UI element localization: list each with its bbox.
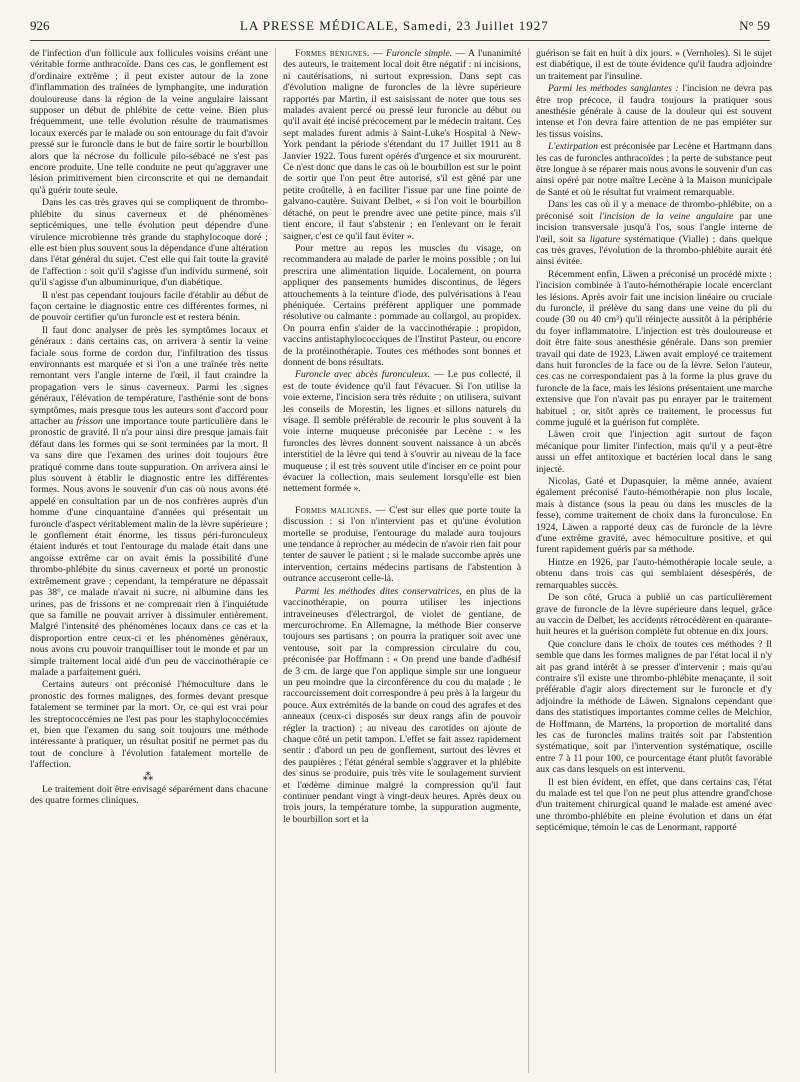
journal-title: LA PRESSE MÉDICALE, Samedi, 23 Juillet 1927 [239,18,549,33]
text-run: — A l'unanimité des auteurs, le traitement local doit être négatif : ni incisions, ni cautérisations, ni surtout expression. Dans sept cas d'évolution maligne de furoncles de la lèvre supérieure rapportés par Martin, il est saisissant de noter que tous ses malades avaient percé ou pressé leur furoncle au début ou qu'il avait été incisé précocement par le médecin traitant. Ces sept malades furent admis à Saint-Luke's Hospital à New-York pendant la période s'étendant du 17 Juillet 1911 au 8 Janvier 1922. Tous furent opérés d'urgence et six moururent. Ce n'est donc que dans le cas où le bourbillon est sur le point de sortir que l'on peut être autorisé, s'il est gêné par une petite croûtelle, à en faciliter l'issue par une fine pointe de galvano-cautère. Suivant Delbet, « si l'on voit le bourbillon détaché, on peut le prendre avec une petite pince, mais s'il tient encore, il faut s'abstenir ; en l'enlevant on le ferait saigner, c'est ce qu'il faut éviter ». [283,48,521,242]
paragraph: Récemment enfin, Läwen a préconisé un procédé mixte : l'incision combinée à l'auto-hémothérapie locale encerclant les lésions. Après avoir fait une incision linéaire ou cruciale du furoncle, il prélève du sang dans une veine du pli du coude (30 ou 40 cm³) qu'il réinjecte aussitôt à la périphérie du foyer inflammatoire. L'injection est très douloureuse et doit être faite sous anesthésie générale. Dans son premier travail qui date de 1923, Läwen avait employé ce traitement dans huit furoncles de la face ou de la lèvre. Selon l'auteur, ces cas ne correspondaient pas à la forme la plus grave du furoncle de la face, mais les lésions présentaient une marche extensive que l'on n'avait pas pu enrayer par le traitement habituel ; or, sitôt après ce traitement, le processus fut comme jugulé et la guérison fut complète. [536,268,772,428]
running-header [30,18,770,41]
paragraph: Formes bénignes. — Furoncle simple. — A l'unanimité des auteurs, le traitement local doit être négatif : ni incisions, ni cautérisations, ni surtout expression. Dans sept cas d'évolution maligne de furoncles de la lèvre supérieure rapportés par Martin, il est saisissant de noter que tous ses malades avaient percé ou pressé leur furoncle au début ou qu'il avait été incisé précocement par le médecin traitant. Ces sept malades furent admis à Saint-Luke's Hospital à New-York pendant la période s'étendant du 17 Juillet 1911 au 8 Janvier 1922. Tous furent opérés d'urgence et six moururent. Ce n'est donc que dans le cas où le bourbillon est sur le point de sortir que l'on peut être autorisé, s'il est gêné par une petite croûtelle, à en faciliter l'issue par une fine pointe de galvano-cautère. Suivant Delbet, « si l'on voit le bourbillon détaché, on peut le prendre avec une petite pince, mais s'il tient encore, il faut s'abstenir ; en l'enlevant on le ferait saigner, c'est ce qu'il faut éviter ». [283,48,521,242]
emphasis: L'extirpation [548,141,598,153]
section-ornament: ⁂ [142,770,156,783]
section-heading: Formes bénignes. [295,48,370,59]
paragraph: Hintze en 1926, par l'auto-hémothérapie locale seule, a obtenu dans trois cas qui semblaient désespérés, de remarquables succès. [536,556,772,591]
subsection-heading: Furoncle avec abcès furonculeux. [295,369,431,381]
column-2 [283,48,521,1073]
subsection-heading: Furoncle simple. [386,48,453,59]
emphasis: Parmi les méthodes dites conservatrices, [295,585,462,597]
paragraph: Läwen croit que l'injection agit surtout de façon mécanique pour limiter l'infection, mais qu'il y a peut-être aussi un effet antitoxique et bactérien local dans le sang injecté. [536,429,772,475]
paragraph: Pour mettre au repos les muscles du visage, on recommandera au malade de parler le moins possible ; on lui prescrira une alimentation liquide. Localement, on pourra appliquer des pansements humides discontinus, de légers attouchements à la teinture d'iode, des pulvérisations à l'eau phéniquée. Certains préfèrent appliquer une pommade résolutive ou calmante : pommade au collargol, au propidex. On pourra enfin s'aider de la vaccinothérapie : propidon, vaccins antistaphylococciques de l'Institut Pasteur, ou encore de la protéinothérapie. Toutes ces méthodes sont bonnes et donnent de bons résultats. [283,242,521,368]
subsection-heading: Parmi les méthodes sanglantes : [548,83,679,95]
column-rule [275,48,276,1073]
column-1 [30,48,268,1073]
text-run: en plus de la vaccinothérapie, on pourra utiliser les injections intraveineuses d'électrargol, de violet de gentiane, de mercurochrome. En Allemagne, la méthode Bier conserve toujours ses partisans ; on pourra la pratiquer soit avec une ventouse, soit par la compression circulaire du cou, préconisée par Hoffmann : « On prend une bande d'adhésif de 3 cm. de large que l'on applique simple sur une longueur un peu moindre que la circonférence du cou du malade ; le raccourcissement doit correspondre à peu près à la largeur du pouce. Aux extrémités de la bande on coud des agrafes et des anneaux (ceux-ci disposés sur deux rangs afin de pouvoir régler la traction) ; au niveau des carotides on ajoute de chaque côté un petit tampon. L'effet se fait assez rapidement sentir : d'abord un peu de gonflement, surtout des lèvres et des paupières ; l'état général semble s'aggraver et la phlébite des sinus se produire, puis très vite le soulagement survient et l'œdème diminue malgré la compression qu'il faut continuer pendant vingt à vingt-deux heures. Après deux ou trois jours, la température tombe, la suppuration augmente, le bourbillon sort et la [283,585,521,825]
paragraph [30,325,268,679]
paragraph: Que conclure dans le choix de toutes ces méthodes ? Il semble que dans les formes malignes de par l'état local il n'y ait pas grand intérêt à se presser d'intervenir ; mais qu'au contraire s'il existe une thrombo-phlébite menaçante, il soit préférable d'agir alors directement sur le furoncle et d'y adjoindre la méthode de Läwen. Signalons cependant que dans des statistiques importantes comme celles de Melchior, de Hoffmann, de Martens, la proportion de mortalité dans les cas de furoncles malins traités soit par l'abstention systématique, soit par l'intervention systématique, oscille entre 7 à 11 pour 100, ce pourcentage étant plutôt favorable aux cas dans lesquels on est intervenu. [536,638,772,776]
text-run: — C'est sur elles que porte toute la discussion : si l'on n'intervient pas et qu'une évolution mortelle se produise, l'entourage du malade aura toujours une tendance à reprocher au médecin de n'avoir rien fait pour tenter de sauver le patient ; si le malade succombe après une intervention, certains médecins partisans de l'abstention à outrance accuseront celle-là. [283,504,521,585]
issue-number: N° 59 [739,18,770,33]
emphasis: frisson [76,416,103,427]
text-run: une importance toute particulière dans le pronostic de gravité. Il n'a pour ainsi dire presque jamais fait défaut dans les formes qui se sont terminées par la mort. Il va sans dire que l'examen des urines doit toujours être pratiqué comme dans toute suppuration. On arrivera ainsi le plus souvent à établir le diagnostic entre les différentes formes. Nous avons le souvenir d'un cas où nous avons été appelé en consultation par un de nos confrères auprès d'un homme d'une cinquantaine d'années qui présentait un furoncle d'aspect véritablement malin de la lèvre supérieure ; le gonflement était énorme, les tissus péri-furonculeux étaient indurés et tout l'entourage du malade était dans une angoisse extrême car on avait émis la possibilité d'une thrombo-phlébite du sinus caverneux et porté un pronostic extrêmement grave ; cependant, la température ne dépassait pas 38°, ce malade n'avait ni sucre, ni albumine dans les urines, pas de frissons et ne comprenait rien à l'inquiétude que sa famille ne pouvait arriver à dissimuler entièrement. Malgré l'intensité des phénomènes locaux dans ce cas et la disproportion entre ceux-ci et les phénomènes généraux, nous avons cru pouvoir tranquilliser tout le monde et par un simple traitement local aidé d'un peu de vaccinothérapie ce malade a parfaitement guéri. [30,416,268,678]
paragraph: Il n'est pas cependant toujours facile d'établir au début de façon certaine le diagnostic entre ces différentes formes, ni de pouvoir certifier qu'un furoncle est et restera bénin. [30,289,268,324]
paragraph: Certains auteurs ont préconisé l'hémoculture dans le pronostic des formes malignes, des formes devant presque fatalement se terminer par la mort. Or, ce qui est vrai pour les streptococcémies ne l'est pas pour les staphylococcémies et, bien que l'examen du sang soit toujours une méthode intéressante à pratiquer, un résultat positif ne permet pas du tout de conclure à l'évolution fatalement mortelle de l'affection. [30,679,268,771]
emphasis: l'incision de la veine angulaire [599,210,734,222]
text-run: systématique (Vialle) ; dans quelque cas très graves, l'évolution de la thrombo-phlébite aurait été ainsi évitée. [536,233,772,268]
paragraph [536,141,772,198]
section-heading: Formes malignes. [295,504,372,516]
paragraph: Il est bien évident, en effet, que dans certains cas, l'état du malade est tel que l'on ne peut plus attendre grand'chose d'un traitement chirurgical quand le malade est amené avec une thrombo-phlébite en pleine évolution et dans un état septicémique, témoin le cas de Lenormant, rapporté [536,776,772,834]
paragraph [283,369,521,494]
text-run: par une incision transversale jusqu'à l'os, sous l'angle interne de l'œil, soit sa [536,210,772,245]
paragraph [536,199,772,267]
text-run: l'incision ne devra pas être trop précoce, il faudra toujours la pratiquer sous anesthésie générale à cause de la douleur qui est souvent intense et l'on devra faire attention de ne pas empiéter sur les tissus voisins. [536,83,772,140]
paragraph [283,505,521,585]
emphasis: ligature [589,233,621,245]
paragraph: de l'infection d'un follicule aux follicules voisins créant une véritable forme anthracoïde. Dans ces cas, le gonflement est d'ordinaire extrême ; il peut exister autour de la zone d'inflammation des traînées de lymphangite, une induration douloureuse dans la région de la veine angulaire laissant supposer un début de phlébite de cette veine. Bien plus fréquemment, une telle évolution résulte de traumatismes locaux exercés par le malade ou son entourage du fait d'avoir pressé sur le furoncle dans le but de faire sortir le bourbillon alors que la nécrose du follicule pilo-sébacé ne s'est pas encore produite. Une telle conduite ne peut qu'aggraver une lésion primitivement bien circonscrite et qui ne demandait qu'à guérir toute seule. [30,48,268,196]
text-run: est préconisée par Lecène et Hartmann dans les cas de furoncles anthracoïdes ; la perte de substance peut être longue à se réparer mais nous avons le souvenir d'un cas ainsi opéré par notre maître Lecène à la Maison municipale de Santé et où le résultat fut vraiment remarquable. [536,141,772,198]
paragraph [536,83,772,140]
paragraph: De son côté, Gruca a publié un cas particulièrement grave de furoncle de la lèvre supérieure dans lequel, grâce au vaccin de Delbet, les accidents rétrocédèrent en quarante-huit heures et la guérison complète fut obtenue en dix jours. [536,592,772,638]
paragraph: guérison se fait en huit à dix jours. » (Vernholes). Si le sujet est diabétique, il est de toute évidence qu'il faudra adjoindre un traitement par l'insuline. [536,48,772,82]
page-number: 926 [30,18,50,33]
paragraph: Le traitement doit être envisagé séparément dans chacune des quatre formes cliniques. [30,784,268,807]
text-run: Il faut donc analyser de près les symptômes locaux et généraux : dans certains cas, on arrivera à sentir la veine faciale sous forme de cordon dur, l'infiltration des tissus environnants est marquée et si l'on a une traînée très nette remontant vers l'angle interne de l'œil, il faut craindre la propagation vers le sinus caverneux. Parmi les signes généraux, l'élévation de température, l'asthénie sont de bons symptômes, mais presque tous les auteurs sont d'accord pour attacher au [30,324,268,427]
text-run: Dans les cas où il y a menace de thrombo-phlébite, on a préconisé soit [536,199,772,222]
paragraph: Nicolas, Gaté et Dupasquier, la même année, avaient également préconisé l'auto-hémothérapie non plus locale, mais à distance (sous la peau ou dans les muscles de la fesse), comme traitement de choix dans la furonculose. En 1924, Läwen a rapporté deux cas de furoncle de la lèvre d'une extrême gravité, avec hémoculture positive, et qui furent rapidement guéris par sa méthode. [536,476,772,556]
paragraph [283,586,521,826]
column-3 [536,48,772,1073]
text-run: — Le pus collecté, il est de toute évidence qu'il faut l'évacuer. Si l'on utilise la voie externe, l'incision sera très réduite ; on utilisera, suivant les conseils de Morestin, les lignes et sillons naturels du visage. Il semble préférable de recourir le plus souvent à la voie interne muqueuse préconisée par Lecène : « les furoncles des lèvres donnent souvent naissance à un abcès interstitiel de la lèvre qui tend à s'ouvrir au niveau de la face muqueuse ; il est très souvent utile d'inciser en ce point pour évacuer la collection, mais seulement lorsqu'elle est bien nettement formée ». [283,369,521,495]
column-rule [528,48,529,1073]
paragraph: Dans les cas très graves qui se compliquent de thrombo-phlébite du sinus caverneux et de phénomènes septicémiques, une telle évolution peut dépendre d'une virulence microbienne très grande du staphylocoque doré ; elle est bien plus souvent sous la dépendance d'une altération dans l'état général du sujet. C'est elle qui fait toute la gravité de l'affection : soit qu'il s'agisse d'un individu surmené, soit qu'il s'agisse d'un albuminurique, d'un diabétique. [30,197,268,289]
